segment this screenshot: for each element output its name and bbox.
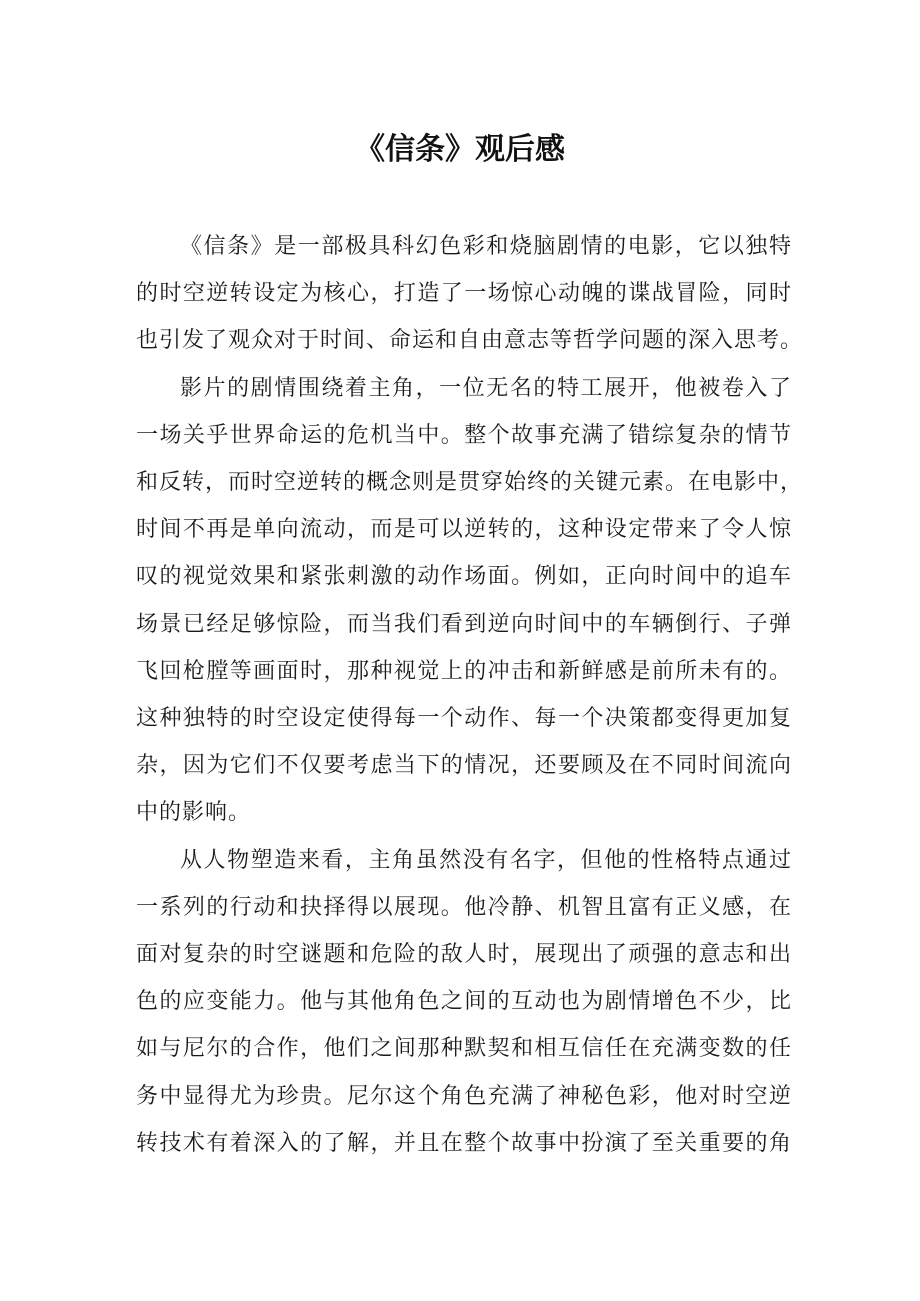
text-line: 时间不再是单向流动，而是可以逆转的，这种设定带来了令人惊 (136, 517, 792, 543)
text-line: 这种独特的时空设定使得每一个动作、每一个决策都变得更加复 (136, 706, 792, 732)
paragraph-2 (136, 365, 804, 837)
text-line: 色的应变能力。他与其他角色之间的互动也为剧情增色不少，比 (136, 989, 792, 1015)
text-line: 场景已经足够惊险，而当我们看到逆向时间中的车辆倒行、子弹 (136, 611, 792, 637)
text-line: 叹的视觉效果和紧张刺激的动作场面。例如，正向时间中的追车 (136, 564, 792, 590)
text-line: 中的影响。 (136, 800, 252, 826)
text-line: 如与尼尔的合作，他们之间那种默契和相互信任在充满变数的任 (136, 1036, 792, 1062)
text-line: 转技术有着深入的了解，并且在整个故事中扮演了至关重要的角 (136, 1130, 792, 1156)
text-line: 务中显得尤为珍贵。尼尔这个角色充满了神秘色彩，他对时空逆 (136, 1083, 792, 1109)
text-line: 杂，因为它们不仅要考虑当下的情况，还要顾及在不同时间流向 (136, 753, 792, 779)
text-line: 飞回枪膛等画面时，那种视觉上的冲击和新鲜感是前所未有的。 (136, 658, 792, 684)
text-line: 从人物塑造来看，主角虽然没有名字，但他的性格特点通过 (180, 847, 792, 873)
text-line: 面对复杂的时空谜题和危险的敌人时，展现出了顽强的意志和出 (136, 942, 792, 968)
text-line: 的时空逆转设定为核心，打造了一场惊心动魄的谍战冒险，同时 (136, 281, 792, 307)
text-line: 影片的剧情围绕着主角，一位无名的特工展开，他被卷入了 (180, 375, 792, 401)
document-body (136, 223, 804, 1167)
text-line: 也引发了观众对于时间、命运和自由意志等哲学问题的深入思考。 (136, 328, 804, 354)
text-line: 《信条》是一部极具科幻色彩和烧脑剧情的电影，它以独特 (180, 234, 792, 259)
paragraph-3 (136, 837, 792, 1167)
document-title: 《信条》观后感 (355, 132, 565, 167)
text-line: 一场关乎世界命运的危机当中。整个故事充满了错综复杂的情节 (136, 422, 792, 448)
paragraph-1 (136, 223, 804, 365)
text-line: 一系列的行动和抉择得以展现。他冷静、机智且富有正义感，在 (136, 894, 792, 920)
text-line: 和反转，而时空逆转的概念则是贯穿始终的关键元素。在电影中， (136, 470, 804, 496)
